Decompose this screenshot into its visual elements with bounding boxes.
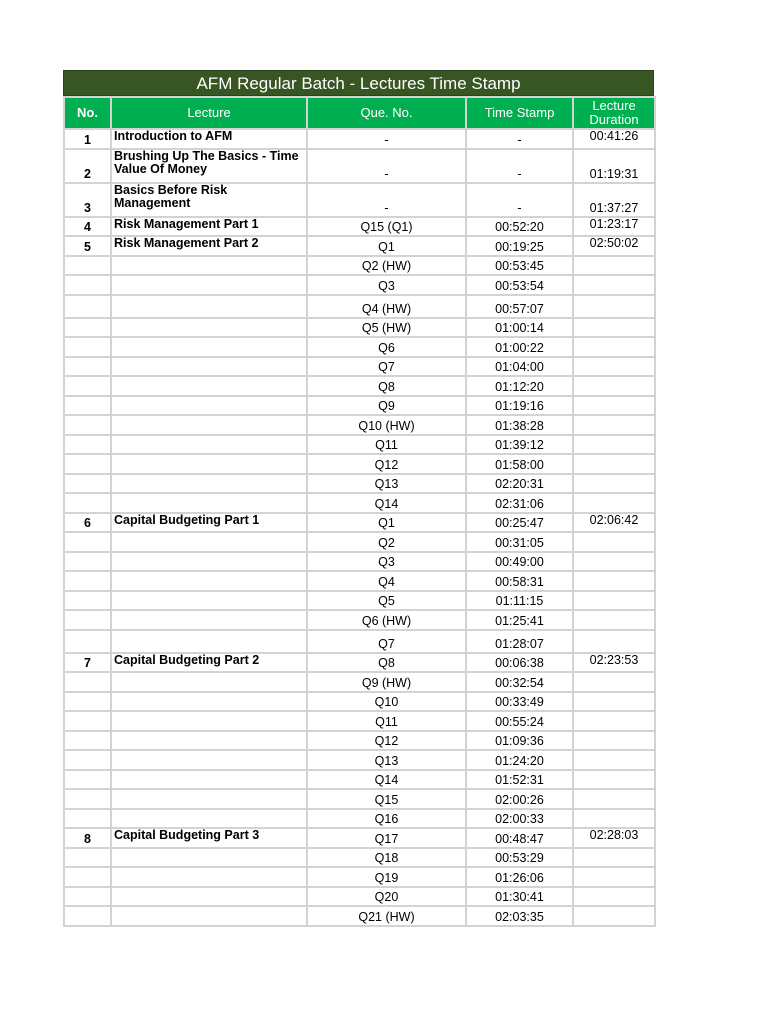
cell-que-no: Q3 (307, 552, 466, 572)
header-que-no: Que. No. (307, 97, 466, 129)
cell-duration (573, 552, 655, 572)
table-row (64, 906, 655, 926)
cell-duration (573, 435, 655, 455)
header-no: No. (64, 97, 111, 129)
cell-que-no: Q5 (HW) (307, 318, 466, 338)
cell-no (64, 809, 111, 829)
table-row (64, 610, 655, 630)
cell-time-stamp: 00:53:29 (466, 848, 573, 868)
cell-no (64, 275, 111, 295)
cell-duration (573, 711, 655, 731)
cell-time-stamp: 01:52:31 (466, 770, 573, 790)
cell-no: 2 (64, 149, 111, 183)
cell-duration (573, 672, 655, 692)
cell-lecture (111, 711, 307, 731)
table-row (64, 396, 655, 416)
cell-duration (573, 591, 655, 611)
header-lecture: Lecture (111, 97, 307, 129)
cell-duration (573, 770, 655, 790)
cell-time-stamp: 00:32:54 (466, 672, 573, 692)
cell-time-stamp: 02:00:26 (466, 789, 573, 809)
cell-duration: 00:41:26 (573, 129, 655, 149)
cell-duration (573, 692, 655, 712)
cell-que-no: Q1 (307, 513, 466, 533)
cell-lecture: Basics Before Risk Management (111, 183, 307, 217)
cell-duration (573, 789, 655, 809)
cell-no (64, 770, 111, 790)
cell-duration (573, 256, 655, 276)
lecture-table (63, 96, 656, 927)
table-row (64, 731, 655, 751)
cell-que-no: - (307, 149, 466, 183)
cell-lecture (111, 376, 307, 396)
cell-que-no: Q12 (307, 731, 466, 751)
cell-que-no: Q5 (307, 591, 466, 611)
cell-lecture: Brushing Up The Basics - Time Value Of Money (111, 149, 307, 183)
table-row (64, 532, 655, 552)
table-row (64, 435, 655, 455)
cell-no (64, 256, 111, 276)
cell-time-stamp: 00:53:45 (466, 256, 573, 276)
table-row (64, 236, 655, 256)
cell-time-stamp: 00:58:31 (466, 571, 573, 591)
table-row (64, 571, 655, 591)
cell-duration (573, 454, 655, 474)
cell-que-no: Q7 (307, 357, 466, 377)
table-row (64, 454, 655, 474)
cell-lecture: Capital Budgeting Part 3 (111, 828, 307, 848)
cell-lecture (111, 848, 307, 868)
cell-duration (573, 887, 655, 907)
cell-que-no: Q9 (HW) (307, 672, 466, 692)
cell-que-no: Q7 (307, 630, 466, 653)
cell-no (64, 711, 111, 731)
cell-time-stamp: 02:31:06 (466, 493, 573, 513)
lecture-sheet (63, 70, 654, 927)
cell-lecture (111, 789, 307, 809)
cell-lecture (111, 337, 307, 357)
table-row (64, 770, 655, 790)
table-row (64, 848, 655, 868)
cell-time-stamp: 01:25:41 (466, 610, 573, 630)
table-row (64, 217, 655, 237)
cell-que-no: - (307, 129, 466, 149)
cell-duration (573, 357, 655, 377)
cell-que-no: Q10 (HW) (307, 415, 466, 435)
cell-time-stamp: 01:24:20 (466, 750, 573, 770)
cell-que-no: Q17 (307, 828, 466, 848)
cell-duration: 01:19:31 (573, 149, 655, 183)
table-row (64, 183, 655, 217)
table-row (64, 887, 655, 907)
cell-lecture: Risk Management Part 1 (111, 217, 307, 237)
cell-time-stamp: 00:33:49 (466, 692, 573, 712)
cell-lecture (111, 906, 307, 926)
cell-no (64, 493, 111, 513)
cell-time-stamp: 00:31:05 (466, 532, 573, 552)
table-row (64, 750, 655, 770)
cell-no (64, 672, 111, 692)
cell-lecture (111, 809, 307, 829)
cell-duration (573, 474, 655, 494)
cell-que-no: Q4 (307, 571, 466, 591)
cell-no (64, 887, 111, 907)
cell-time-stamp: 01:38:28 (466, 415, 573, 435)
cell-duration (573, 731, 655, 751)
cell-que-no: Q8 (307, 653, 466, 673)
cell-time-stamp: 00:52:20 (466, 217, 573, 237)
cell-lecture (111, 474, 307, 494)
cell-que-no: Q14 (307, 770, 466, 790)
cell-duration (573, 318, 655, 338)
cell-lecture: Introduction to AFM (111, 129, 307, 149)
cell-lecture (111, 867, 307, 887)
cell-lecture (111, 571, 307, 591)
table-row (64, 711, 655, 731)
cell-duration: 02:06:42 (573, 513, 655, 533)
cell-lecture (111, 415, 307, 435)
cell-que-no: Q19 (307, 867, 466, 887)
cell-no (64, 591, 111, 611)
cell-time-stamp: 01:11:15 (466, 591, 573, 611)
cell-time-stamp: 00:49:00 (466, 552, 573, 572)
cell-no (64, 867, 111, 887)
cell-duration (573, 571, 655, 591)
cell-que-no: Q4 (HW) (307, 295, 466, 318)
table-row (64, 275, 655, 295)
cell-time-stamp: 01:19:16 (466, 396, 573, 416)
cell-no (64, 337, 111, 357)
cell-time-stamp: - (466, 149, 573, 183)
cell-lecture (111, 435, 307, 455)
table-row (64, 672, 655, 692)
cell-no (64, 318, 111, 338)
cell-no (64, 848, 111, 868)
cell-no: 6 (64, 513, 111, 533)
cell-que-no: Q6 (307, 337, 466, 357)
cell-que-no: Q2 (HW) (307, 256, 466, 276)
cell-duration (573, 295, 655, 318)
cell-duration (573, 848, 655, 868)
table-row (64, 493, 655, 513)
cell-duration (573, 906, 655, 926)
cell-duration (573, 610, 655, 630)
cell-time-stamp: 01:26:06 (466, 867, 573, 887)
cell-lecture (111, 552, 307, 572)
cell-que-no: Q3 (307, 275, 466, 295)
cell-duration (573, 376, 655, 396)
cell-no (64, 906, 111, 926)
cell-time-stamp: 00:53:54 (466, 275, 573, 295)
table-row (64, 692, 655, 712)
table-row (64, 149, 655, 183)
cell-time-stamp: 00:19:25 (466, 236, 573, 256)
cell-time-stamp: 01:09:36 (466, 731, 573, 751)
cell-que-no: Q12 (307, 454, 466, 474)
cell-no (64, 552, 111, 572)
cell-lecture (111, 630, 307, 653)
cell-lecture: Capital Budgeting Part 2 (111, 653, 307, 673)
cell-lecture (111, 532, 307, 552)
cell-no (64, 532, 111, 552)
table-row (64, 789, 655, 809)
cell-lecture (111, 318, 307, 338)
cell-duration (573, 337, 655, 357)
cell-no: 1 (64, 129, 111, 149)
table-row (64, 256, 655, 276)
table-row (64, 357, 655, 377)
cell-no (64, 692, 111, 712)
cell-que-no: Q1 (307, 236, 466, 256)
cell-que-no: Q18 (307, 848, 466, 868)
cell-no (64, 415, 111, 435)
table-row (64, 828, 655, 848)
cell-lecture (111, 493, 307, 513)
cell-duration (573, 867, 655, 887)
cell-que-no: Q20 (307, 887, 466, 907)
cell-time-stamp: 00:48:47 (466, 828, 573, 848)
cell-no (64, 571, 111, 591)
cell-lecture: Capital Budgeting Part 1 (111, 513, 307, 533)
cell-no: 7 (64, 653, 111, 673)
cell-que-no: Q10 (307, 692, 466, 712)
cell-no (64, 610, 111, 630)
table-row (64, 809, 655, 829)
cell-no (64, 454, 111, 474)
cell-que-no: Q13 (307, 474, 466, 494)
cell-duration (573, 493, 655, 513)
cell-duration: 02:50:02 (573, 236, 655, 256)
cell-no (64, 630, 111, 653)
cell-lecture (111, 275, 307, 295)
cell-lecture (111, 731, 307, 751)
cell-que-no: Q8 (307, 376, 466, 396)
table-row (64, 415, 655, 435)
cell-no (64, 396, 111, 416)
cell-que-no: Q6 (HW) (307, 610, 466, 630)
table-row (64, 867, 655, 887)
cell-que-no: Q9 (307, 396, 466, 416)
cell-time-stamp: 01:04:00 (466, 357, 573, 377)
cell-no: 5 (64, 236, 111, 256)
cell-lecture (111, 887, 307, 907)
header-row (64, 97, 655, 129)
cell-lecture (111, 750, 307, 770)
cell-time-stamp: - (466, 129, 573, 149)
cell-time-stamp: - (466, 183, 573, 217)
cell-lecture (111, 454, 307, 474)
cell-que-no: Q11 (307, 435, 466, 455)
cell-lecture (111, 256, 307, 276)
header-lecture-duration: Lecture Duration (573, 97, 655, 129)
cell-time-stamp: 01:58:00 (466, 454, 573, 474)
table-row (64, 474, 655, 494)
table-row (64, 318, 655, 338)
cell-time-stamp: 00:06:38 (466, 653, 573, 673)
cell-no (64, 750, 111, 770)
cell-que-no: - (307, 183, 466, 217)
cell-lecture (111, 770, 307, 790)
table-row (64, 653, 655, 673)
cell-time-stamp: 01:00:14 (466, 318, 573, 338)
cell-lecture (111, 672, 307, 692)
cell-duration (573, 809, 655, 829)
cell-duration (573, 396, 655, 416)
table-row (64, 591, 655, 611)
table-row (64, 295, 655, 318)
cell-duration: 01:23:17 (573, 217, 655, 237)
cell-time-stamp: 01:28:07 (466, 630, 573, 653)
table-row (64, 376, 655, 396)
cell-time-stamp: 00:55:24 (466, 711, 573, 731)
cell-que-no: Q15 (307, 789, 466, 809)
cell-no (64, 376, 111, 396)
cell-no: 8 (64, 828, 111, 848)
cell-time-stamp: 02:20:31 (466, 474, 573, 494)
cell-que-no: Q2 (307, 532, 466, 552)
cell-que-no: Q16 (307, 809, 466, 829)
cell-que-no: Q14 (307, 493, 466, 513)
cell-lecture (111, 610, 307, 630)
cell-no (64, 731, 111, 751)
cell-no (64, 474, 111, 494)
cell-time-stamp: 00:57:07 (466, 295, 573, 318)
cell-time-stamp: 01:39:12 (466, 435, 573, 455)
cell-time-stamp: 02:00:33 (466, 809, 573, 829)
cell-time-stamp: 02:03:35 (466, 906, 573, 926)
table-row (64, 129, 655, 149)
cell-duration (573, 415, 655, 435)
table-row (64, 630, 655, 653)
cell-time-stamp: 00:25:47 (466, 513, 573, 533)
cell-lecture (111, 357, 307, 377)
cell-que-no: Q13 (307, 750, 466, 770)
cell-duration (573, 750, 655, 770)
cell-que-no: Q21 (HW) (307, 906, 466, 926)
cell-lecture (111, 295, 307, 318)
cell-duration: 01:37:27 (573, 183, 655, 217)
cell-lecture (111, 692, 307, 712)
cell-duration: 02:23:53 (573, 653, 655, 673)
cell-no (64, 789, 111, 809)
cell-lecture (111, 396, 307, 416)
cell-time-stamp: 01:12:20 (466, 376, 573, 396)
table-row (64, 552, 655, 572)
header-time-stamp: Time Stamp (466, 97, 573, 129)
table-row (64, 337, 655, 357)
cell-lecture: Risk Management Part 2 (111, 236, 307, 256)
cell-que-no: Q15 (Q1) (307, 217, 466, 237)
cell-no: 4 (64, 217, 111, 237)
cell-time-stamp: 01:30:41 (466, 887, 573, 907)
cell-no: 3 (64, 183, 111, 217)
cell-no (64, 295, 111, 318)
cell-que-no: Q11 (307, 711, 466, 731)
cell-lecture (111, 591, 307, 611)
cell-time-stamp: 01:00:22 (466, 337, 573, 357)
cell-duration (573, 630, 655, 653)
table-row (64, 513, 655, 533)
sheet-title: AFM Regular Batch - Lectures Time Stamp (63, 70, 654, 96)
cell-duration: 02:28:03 (573, 828, 655, 848)
cell-duration (573, 275, 655, 295)
cell-duration (573, 532, 655, 552)
cell-no (64, 357, 111, 377)
cell-no (64, 435, 111, 455)
